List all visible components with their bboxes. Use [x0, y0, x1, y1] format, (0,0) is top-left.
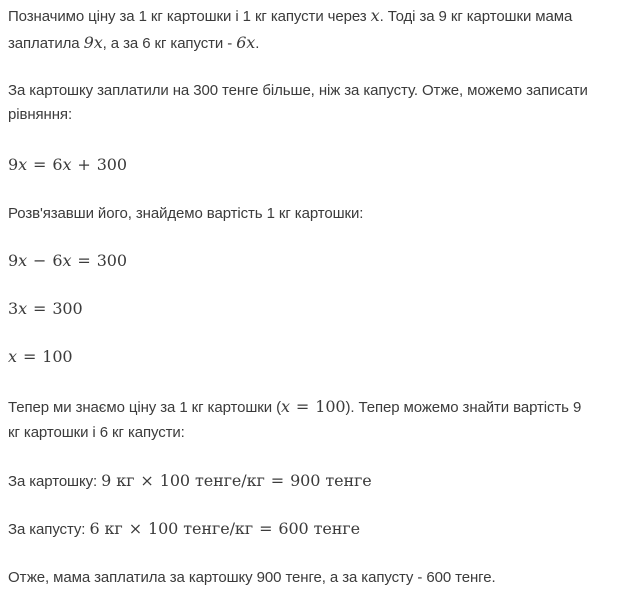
intro-text-continued: . Тоді за 9 кг картошки мама — [379, 8, 573, 25]
inline-equals: = — [295, 397, 310, 416]
eq1-var-right: x — [62, 155, 72, 174]
paragraph-conclusion — [8, 566, 496, 590]
eq1-coef-left: 9 — [8, 155, 19, 174]
eq2-equals: = — [77, 251, 91, 270]
eq4-result: 100 — [42, 347, 73, 366]
inline-var-x: x — [280, 397, 290, 416]
paragraph-potato-cost — [8, 469, 372, 494]
inline-math-x-equals-100 — [281, 397, 346, 416]
eq1-constant: 300 — [96, 155, 127, 174]
eq2-var-mid: x — [62, 251, 72, 270]
potato-total: 900 тенге — [290, 471, 372, 490]
potato-times: × — [140, 471, 154, 490]
paragraph-condition-line2 — [8, 103, 72, 127]
known-price-text-continued: ). Тепер можемо знайти вартість 9 — [345, 399, 582, 416]
math-expression-6x — [236, 33, 255, 52]
condition-text: За картошку заплатили на 300 тенге більше, ніж за капусту. Отже, можемо записати — [8, 82, 588, 99]
eq2-minus: − — [33, 251, 47, 270]
conclusion-text: Отже, мама заплатила за картошку 900 тенге, а за капусту - 600 тенге. — [8, 569, 496, 586]
known-price-text-line2: кг картошки і 6 кг капусти: — [8, 424, 185, 441]
math-variable — [371, 6, 380, 25]
eq2-var-left: x — [18, 251, 28, 270]
intro-period: . — [255, 35, 260, 52]
cabbage-weight: 6 кг — [89, 519, 123, 538]
cabbage-cost-math — [89, 519, 359, 538]
eq3-equals: = — [33, 299, 47, 318]
potato-weight: 9 кг — [101, 471, 135, 490]
inline-value-100: 100 — [315, 397, 346, 416]
math-expression-9x — [84, 33, 103, 52]
eq3-constant: 300 — [52, 299, 83, 318]
potato-price-per-kg: 100 тенге/кг — [159, 471, 265, 490]
paragraph-intro-line2 — [8, 31, 259, 56]
cabbage-price-per-kg: 100 тенге/кг — [148, 519, 254, 538]
cabbage-equals: = — [259, 519, 273, 538]
paragraph-cabbage-cost — [8, 517, 360, 542]
cabbage-total: 600 тенге — [278, 519, 360, 538]
known-price-text: Тепер ми знаємо ціну за 1 кг картошки ( — [8, 399, 281, 416]
paragraph-known-price-line1 — [8, 395, 581, 420]
potato-cost-label: За картошку: — [8, 473, 98, 490]
paragraph-solve — [8, 202, 363, 226]
eq1-coef-right: 6 — [52, 155, 63, 174]
eq4-equals: = — [22, 347, 37, 366]
eq2-coef-left: 9 — [8, 251, 19, 270]
paragraph-intro-line1 — [8, 4, 572, 29]
paragraph-condition-line1 — [8, 79, 588, 103]
condition-text-equation-label: рівняння: — [8, 106, 73, 123]
solve-text: Розв'язавши його, знайдемо вартість 1 кг картошки: — [8, 205, 364, 222]
expr-6x: 6x — [236, 33, 256, 52]
equation-2 — [8, 249, 127, 273]
eq1-plus: + — [77, 155, 91, 174]
eq2-coef-mid: 6 — [52, 251, 63, 270]
potato-cost-math — [101, 471, 371, 490]
eq3-coef: 3 — [8, 299, 19, 318]
eq4-var: x — [8, 347, 17, 366]
equation-1 — [8, 153, 127, 177]
eq3-var: x — [18, 299, 28, 318]
intro-text: Позначимо ціну за 1 кг картошки і 1 кг капусти через — [8, 8, 367, 25]
intro-text-cabbage: , а за 6 кг капусти - — [102, 35, 233, 52]
cabbage-cost-label: За капусту: — [8, 521, 86, 538]
equation-3 — [8, 297, 83, 321]
eq2-constant: 300 — [96, 251, 127, 270]
eq1-var-left: x — [18, 155, 28, 174]
cabbage-times: × — [128, 519, 143, 538]
paragraph-known-price-line2 — [8, 421, 185, 445]
intro-text-paid: заплатила — [8, 35, 80, 52]
eq1-equals: = — [33, 155, 47, 174]
variable-x: x — [370, 6, 380, 25]
expr-9x: 9x — [83, 33, 103, 52]
equation-4 — [8, 345, 73, 369]
potato-equals: = — [270, 471, 285, 490]
